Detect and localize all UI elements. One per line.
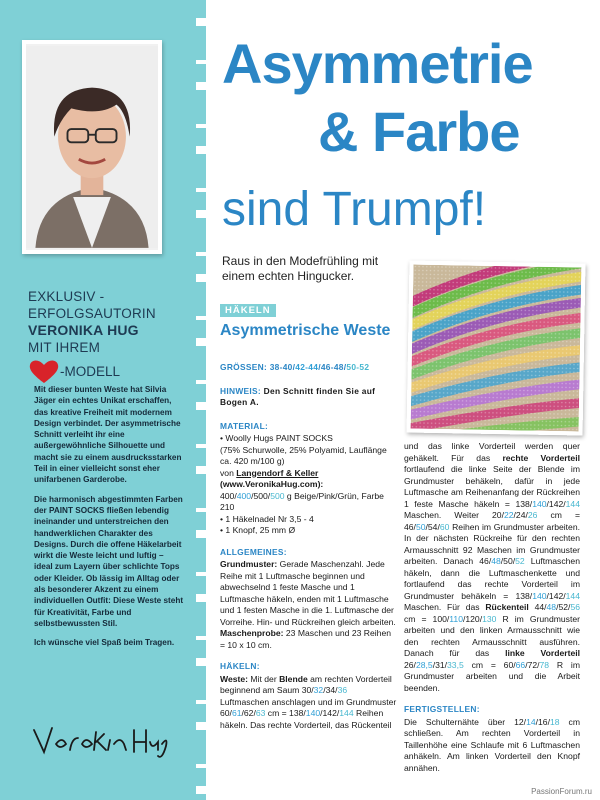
size-sep-2: /: [343, 362, 347, 372]
c2-a6: cm = 46/: [404, 510, 580, 532]
author-portrait: [22, 40, 162, 254]
heart-model-row: [28, 358, 188, 384]
c2-a2: fortlaufend die linke Seite der Blende im Grundmuster behäkeln, dafür in jede Luftmasche am Reihenanfang der Rückreihen 1 feste Masche häkeln = 138/: [404, 464, 580, 509]
lead-text: Raus in den Modefrühling mit einem echten Hingucker.: [222, 254, 379, 283]
c2-a11: /142/: [546, 590, 566, 601]
weste-blende: Blende: [279, 673, 308, 684]
c2-n8: 52: [515, 556, 525, 566]
qty-2: 400: [236, 490, 252, 501]
material-line-5: • 1 Häkelnadel Nr 3,5 - 4: [220, 513, 314, 524]
weste-t8: Reihen häkeln. Das rechte Vorderteil, das Rückenteil: [220, 708, 392, 730]
pattern-column-2: [404, 441, 580, 774]
author-name: VERONIKA HUG: [28, 322, 139, 338]
material-brand: Langendorf & Keller: [236, 467, 319, 478]
c2-fn1: 14: [526, 716, 536, 727]
weste-n1: 32: [313, 685, 324, 695]
weste-t7: /142/: [320, 708, 340, 718]
c2-ab2: Rückenteil: [485, 602, 529, 612]
material-line-3: [220, 468, 398, 480]
watermark: PassionForum.ru: [531, 787, 592, 796]
c2-n7: 48: [491, 556, 501, 566]
pattern-column-1: [220, 362, 398, 731]
intro-paragraph-1: Mit dieser bunten Weste hat Silvia Jäger ein echtes Unikat erschaffen, das kreative Freiheit mit modernem Design verbindet. Der asymmetrische Schnitt verleiht ihr eine außergewöhnliche Silhouette und macht sie zu einem ausdrucksstarken Teil in einer vielleicht sonst eher unifarbenen Garderobe.: [34, 385, 182, 485]
c2-f1: Die Schulternähte über 12/: [404, 716, 527, 727]
maschenprobe-label: Maschenprobe:: [220, 628, 284, 638]
pattern-title: Asymmetrische Weste: [220, 322, 391, 339]
category-tag: HÄKELN: [220, 304, 276, 317]
c2-n18: 78: [539, 659, 550, 670]
weste-t3: /34/: [323, 685, 338, 695]
c2-a16: /120/: [462, 613, 483, 624]
weste-n3: 61: [231, 708, 242, 718]
weste-t2: am rechten Vorderteil beginnend am Saum 30/: [220, 673, 392, 695]
author-line-5: -MODELL: [60, 363, 121, 379]
signature-image: [30, 720, 170, 760]
c2-n13: 110: [449, 613, 463, 624]
fertigstellen-label: FERTIGSTELLEN:: [404, 704, 480, 714]
material-line-1: • Woolly Hugs PAINT SOCKS: [220, 433, 333, 443]
c2-a19: /31/: [432, 659, 448, 670]
weste-text: [220, 674, 398, 732]
c2-a12: Maschen. Für das: [404, 602, 486, 612]
c2-fn2: 18: [549, 716, 560, 727]
instructions-text: [404, 441, 580, 694]
material-line-2: (75% Schurwolle, 25% Polyamid, Lauflänge ca. 420 m/100 g): [220, 444, 387, 466]
author-credit: [28, 288, 188, 384]
hinweis-label: HINWEIS:: [220, 385, 262, 396]
sizes-label: GRÖSSEN:: [220, 362, 268, 372]
c2-n15: 28,5: [415, 659, 433, 670]
c2-n10: 144: [565, 590, 580, 601]
c2-n12: 56: [570, 602, 580, 612]
weste-n2: 36: [337, 685, 348, 695]
c2-a3: /142/: [546, 498, 566, 509]
heart-icon: [28, 358, 60, 384]
haekeln-label: HÄKELN:: [220, 661, 260, 671]
c2-n4: 26: [527, 510, 538, 520]
material-url: (www.VeronikaHug.com):: [220, 479, 324, 489]
hinweis-section: [220, 386, 398, 409]
intro-paragraph-3: Ich wünsche viel Spaß beim Tragen.: [34, 638, 175, 648]
size-2: 42-44: [295, 362, 319, 372]
c2-a1: und das linke Vorderteil werden quer gehäkelt. Für das: [404, 441, 580, 463]
c2-n3: 22: [503, 510, 514, 520]
size-3: 46-48: [320, 362, 344, 372]
c2-n11: 48: [546, 602, 557, 612]
weste-t5: /62/: [241, 708, 256, 718]
signature: [30, 720, 170, 760]
c2-ab3: linke Vorderteil: [505, 648, 580, 658]
headline-line-3: sind Trumpf!: [222, 183, 487, 236]
qty-1: 400/: [220, 490, 237, 501]
c2-a13: 44/: [528, 602, 547, 612]
c2-n14: 130: [482, 613, 497, 624]
c2-ab: rechte Vorderteil: [502, 452, 580, 463]
allgemeines-label: ALLGEMEINES:: [220, 546, 287, 557]
headline-line-1: Asymmetrie: [222, 32, 533, 95]
weste-n6: 144: [339, 708, 354, 718]
c2-a4: Maschen. Weiter 20/: [404, 510, 504, 520]
material-von: von: [220, 467, 237, 478]
c2-n6: 60: [439, 521, 450, 532]
weste-n5: 140: [305, 708, 321, 718]
swatch-picture: [411, 265, 582, 432]
c2-a10: Luftmaschen häkeln, dann die Luftmaschenkette und fortlaufend das rechte Vorderteil im Grundmuster behäkeln = 138/: [404, 556, 580, 601]
material-quantity: [220, 491, 398, 514]
qty-4: 500: [270, 490, 285, 501]
c2-n1: 140: [532, 498, 547, 509]
author-line-1: EXKLUSIV -: [28, 289, 105, 304]
size-1: 38-40/: [269, 362, 296, 372]
intro-paragraph-2: Die harmonisch abgestimmten Farben der PAINT SOCKS fließen lebendig ineinander und unterstreichen den handwerklichen Charakter des Designs. Durch die offene Häkelarbeit wirkt die Weste leicht und luftig – ideal zum Layern über schlichte Tops oder Kleider. Ob lässig im Alltag oder als besonderer Akzent zu einem individuellen Outfit: Diese Weste steht für Kreativität, Farbe und selbstbewussten Stil.: [34, 494, 184, 628]
c2-a20: cm = 60/: [463, 659, 516, 670]
weste-label: Weste:: [220, 673, 249, 684]
c2-f3: cm schließen. Am rechten Vorderteil in Taillenhöhe eine Schlaufe mit 6 Luftmaschen anhäkeln. Am linken Vorderteil den Knopf annähen.: [404, 716, 580, 773]
size-sep-1: /: [318, 362, 321, 372]
headline-line-2: & Farbe: [318, 100, 520, 163]
c2-a9: /50/: [500, 556, 516, 566]
qty-3: /500/: [251, 490, 271, 501]
grundmuster-label: Grundmuster:: [220, 559, 278, 569]
c2-a15: cm = 100/: [404, 613, 450, 624]
sizes-section: [220, 362, 398, 374]
c2-n5: 50: [415, 521, 426, 532]
weste-n4: 63: [255, 708, 266, 718]
intro-text: [34, 384, 184, 657]
material-label: MATERIAL:: [220, 420, 269, 431]
maschenprobe-body: 23 Maschen und 23 Reihen = 10 x 10 cm.: [220, 628, 392, 650]
weste-t4: Luftmaschen anschlagen und im Grundmuster 60/: [220, 696, 397, 718]
grundmuster-text: [220, 559, 398, 628]
qty-color: g Beige/Pink/Grün, Farbe 210: [220, 490, 384, 512]
yarn-swatch-image: [407, 260, 586, 435]
material-line-6: • 1 Knopf, 25 mm Ø: [220, 525, 296, 535]
size-4: 50-52: [346, 362, 370, 372]
maschenprobe-text: [220, 628, 398, 651]
fertigstellen-text: [404, 717, 580, 775]
c2-a8: Reihen im Grundmuster arbeiten. In der nächsten Rückreihe für den rechten Armausschnitt 92 Maschen im Grundmuster arbeiten. Danach 46/: [404, 521, 580, 566]
c2-a14: /52/: [556, 602, 571, 612]
c2-a22: R im Grundmuster arbeiten und die Arbeit beenden.: [404, 659, 580, 693]
c2-n17: 66: [515, 659, 526, 670]
c2-a17: R im Grundmuster arbeiten und den linken Armausschnitt wie den rechten Armausschnitt ausführen. Danach für das: [404, 613, 580, 658]
author-line-4: MIT IHREM: [28, 340, 101, 355]
c2-n16: 33,5: [447, 659, 464, 670]
c2-n2: 144: [565, 498, 580, 509]
c2-n9: 140: [532, 590, 547, 601]
grundmuster-body: Gerade Maschenzahl. Jede Reihe mit 1 Luftmasche beginnen und abwechselnd 1 feste Masche und 1 Luftmasche häkeln, enden mit 1 Luftmasche und 1 festen Masche in die 1. Luftmasche der Vorreihe. Hin- und Rückreihen gleich arbeiten.: [220, 559, 396, 627]
author-line-2: ERFOLGSAUTORIN: [28, 306, 156, 321]
c2-a7: /54/: [425, 521, 440, 532]
weste-t1: Mit der: [248, 673, 280, 684]
hinweis-text: Den Schnitt finden Sie auf Bogen A.: [220, 385, 376, 407]
c2-f2: /16/: [535, 716, 550, 727]
c2-a5: /24/: [513, 510, 528, 520]
c2-a18: 26/: [404, 659, 416, 670]
weste-t6: cm = 138/: [265, 708, 306, 718]
c2-a21: /72/: [525, 659, 540, 670]
